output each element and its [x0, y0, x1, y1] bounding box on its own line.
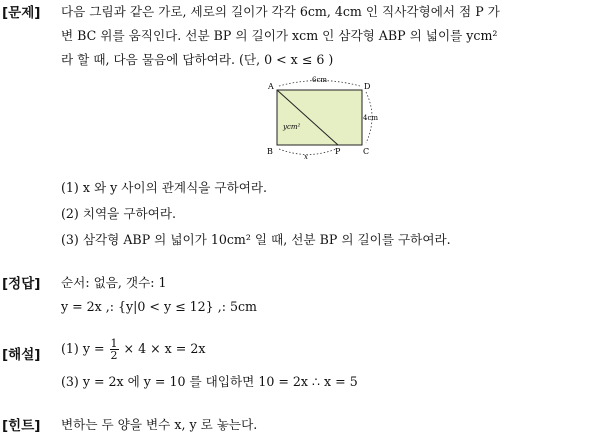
point-a-label: A [268, 82, 274, 91]
fraction-numerator: 1 [110, 337, 118, 350]
problem-line-2: 변 BC 위를 움직인다. 선분 BP 의 길이가 xcm 인 삼각형 ABP 의 넓이를 ycm² [61, 28, 498, 43]
solution-line-1-suffix: × 4 × x = 2x [123, 341, 206, 356]
hint-text: 변하는 두 양을 변수 x, y 로 놓는다. [61, 417, 258, 432]
solution-line-2: (3) y = 2x 에 y = 10 를 대입하면 10 = 2x ∴ x = 5 [61, 374, 358, 389]
solution-tag: [해설] [2, 347, 41, 363]
hint-tag: [힌트] [2, 418, 41, 434]
problem-tag: [문제] [2, 5, 41, 21]
one-half-fraction [110, 338, 119, 361]
fraction-denominator: 2 [110, 349, 118, 362]
bottom-dimension-label: x [304, 153, 308, 160]
top-dimension-label: 6cm [312, 76, 328, 84]
answer-line-2: y = 2x ,: {y|0 < y ≤ 12} ,: 5cm [61, 299, 257, 314]
rectangle-figure [262, 74, 392, 160]
point-d-label: D [364, 82, 371, 91]
answer-tag: [정답] [2, 276, 41, 292]
question-1: (1) x 와 y 사이의 관계식을 구하여라. [61, 180, 268, 195]
point-p-label: P [335, 147, 341, 156]
right-dimension-label: 4cm [363, 114, 379, 122]
point-b-label: B [267, 147, 273, 156]
answer-line-1: 순서: 없음, 갯수: 1 [61, 275, 167, 290]
point-c-label: C [363, 147, 370, 156]
solution-line-1-prefix: (1) y = [61, 341, 105, 356]
problem-line-1: 다음 그림과 같은 가로, 세로의 길이가 각각 6cm, 4cm 인 직사각형에서 점 P 가 [61, 4, 500, 19]
problem-line-3: 라 할 때, 다음 물음에 답하여라. (단, 0 < x ≤ 6 ) [61, 52, 334, 67]
solution-line-1 [61, 338, 205, 361]
area-label: ycm² [283, 123, 301, 131]
question-3: (3) 삼각형 ABP 의 넓이가 10cm² 일 때, 선분 BP 의 길이를 구하여라. [61, 232, 451, 247]
question-2: (2) 치역을 구하여라. [61, 206, 177, 221]
